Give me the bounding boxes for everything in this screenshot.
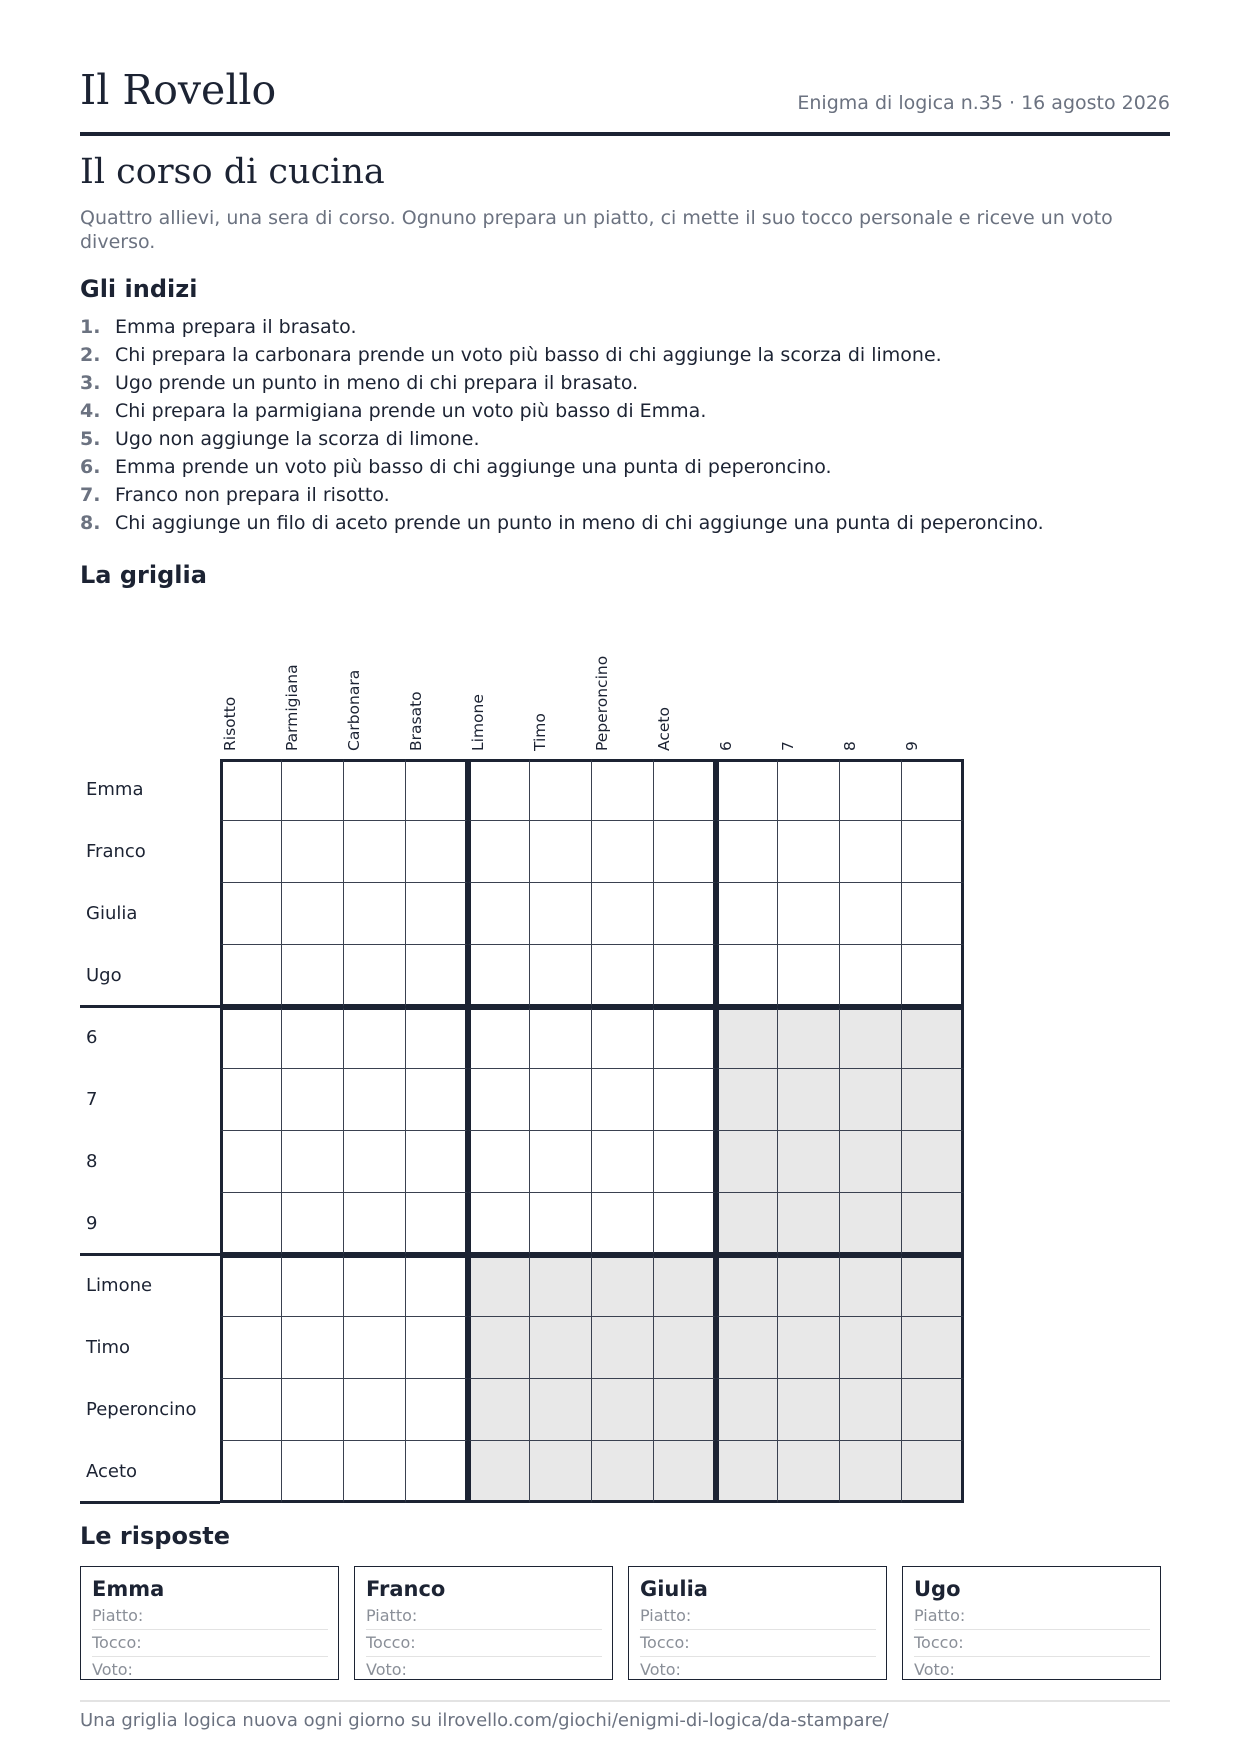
- grid-cell[interactable]: [902, 883, 964, 945]
- grid-cell[interactable]: [282, 821, 344, 883]
- grid-cell[interactable]: [468, 1131, 530, 1193]
- puzzle-intro: Quattro allievi, una sera di corso. Ognuno prepara un piatto, ci mette il suo tocco personale e riceve un voto diverso.: [80, 207, 1113, 253]
- grid-cell[interactable]: [592, 1007, 654, 1069]
- clue-item: [80, 509, 1170, 537]
- grid-column-label: Timo: [531, 713, 549, 751]
- grid-cell-blocked: [840, 1193, 902, 1255]
- score-field[interactable]: Voto:: [640, 1660, 681, 1679]
- grid-cell-blocked: [902, 1441, 964, 1503]
- grid-cell[interactable]: [282, 1317, 344, 1379]
- grid-cell[interactable]: [344, 1441, 406, 1503]
- grid-cell-blocked: [716, 1379, 778, 1441]
- grid-cell[interactable]: [282, 1441, 344, 1503]
- answers-heading: Le risposte: [80, 1522, 230, 1550]
- grid-cell-blocked: [778, 1379, 840, 1441]
- grid-cell[interactable]: [778, 759, 840, 821]
- grid-column-label: 7: [779, 741, 797, 751]
- clue-number: 1.: [80, 316, 101, 338]
- grid-cell[interactable]: [344, 1379, 406, 1441]
- grid-cell[interactable]: [344, 1193, 406, 1255]
- grid-cell-blocked: [840, 1441, 902, 1503]
- grid-cell[interactable]: [654, 1193, 716, 1255]
- grid-cell[interactable]: [282, 1379, 344, 1441]
- grid-cell[interactable]: [406, 1255, 468, 1317]
- grid-cell-blocked: [778, 1441, 840, 1503]
- grid-cell[interactable]: [282, 1193, 344, 1255]
- grid-row-header: Emma: [86, 779, 144, 800]
- clue-number: 3.: [80, 372, 101, 394]
- clue-item: [80, 369, 1170, 397]
- grid-cell[interactable]: [220, 883, 282, 945]
- grid-cell-blocked: [716, 1007, 778, 1069]
- clue-text: Chi prepara la parmigiana prende un voto più basso di Emma.: [115, 400, 707, 422]
- grid-column-header: [530, 619, 592, 759]
- issue-info: Enigma di logica n.35 · 16 agosto 2026: [797, 92, 1170, 114]
- grid-cell[interactable]: [220, 1379, 282, 1441]
- grid-cell-blocked: [902, 1317, 964, 1379]
- grid-cell[interactable]: [406, 1007, 468, 1069]
- clue-text: Chi aggiunge un filo di aceto prende un punto in meno di chi aggiunge una punta di peperoncino.: [115, 512, 1044, 534]
- grid-row-header: Peperoncino: [86, 1399, 197, 1420]
- grid-column-header: [220, 619, 282, 759]
- grid-cell[interactable]: [406, 883, 468, 945]
- grid-cell[interactable]: [840, 945, 902, 1007]
- grid-cell[interactable]: [530, 883, 592, 945]
- grid-cell[interactable]: [220, 1317, 282, 1379]
- grid-column-label: Peperoncino: [593, 655, 611, 751]
- clue-number: 4.: [80, 400, 101, 422]
- dish-field[interactable]: Piatto:: [366, 1603, 602, 1630]
- score-field[interactable]: Voto:: [366, 1660, 407, 1679]
- grid-cell[interactable]: [654, 1007, 716, 1069]
- grid-cell[interactable]: [220, 1193, 282, 1255]
- grid-cell[interactable]: [406, 1131, 468, 1193]
- grid-cell[interactable]: [468, 759, 530, 821]
- grid-cell-blocked: [468, 1255, 530, 1317]
- clues-heading: Gli indizi: [80, 275, 198, 303]
- grid-cell-blocked: [530, 1317, 592, 1379]
- grid-cell[interactable]: [282, 759, 344, 821]
- grid-cell[interactable]: [406, 1069, 468, 1131]
- grid-column-header: [468, 619, 530, 759]
- grid-cell-blocked: [902, 1131, 964, 1193]
- grid-cell[interactable]: [406, 1379, 468, 1441]
- grid-cell[interactable]: [344, 1131, 406, 1193]
- grid-cell[interactable]: [282, 883, 344, 945]
- grid-cell[interactable]: [344, 945, 406, 1007]
- grid-column-label: Parmigiana: [283, 664, 301, 751]
- grid-cell-blocked: [716, 1317, 778, 1379]
- grid-cell[interactable]: [406, 945, 468, 1007]
- clue-item: [80, 453, 1170, 481]
- grid-cell[interactable]: [654, 945, 716, 1007]
- grid-cell[interactable]: [220, 1255, 282, 1317]
- grid-cell[interactable]: [344, 1255, 406, 1317]
- grid-row-header: Limone: [86, 1275, 153, 1296]
- grid-row-header: Franco: [86, 841, 146, 862]
- grid-cell-blocked: [902, 1069, 964, 1131]
- grid-cell[interactable]: [406, 759, 468, 821]
- grid-cell[interactable]: [220, 759, 282, 821]
- answer-card: [628, 1566, 887, 1680]
- grid-cell-blocked: [592, 1441, 654, 1503]
- clue-number: 6.: [80, 456, 101, 478]
- grid-cell[interactable]: [778, 883, 840, 945]
- grid-cell[interactable]: [344, 1317, 406, 1379]
- grid-cell[interactable]: [654, 1069, 716, 1131]
- grid-cell-blocked: [778, 1069, 840, 1131]
- grid-cell[interactable]: [592, 821, 654, 883]
- grid-cell-blocked: [468, 1379, 530, 1441]
- clue-item: [80, 313, 1170, 341]
- grid-cell[interactable]: [716, 821, 778, 883]
- grid-cell[interactable]: [344, 821, 406, 883]
- grid-column-label: 9: [903, 741, 921, 751]
- grid-cell-blocked: [778, 1193, 840, 1255]
- grid-row-header: 9: [86, 1213, 98, 1234]
- card-person-name: Giulia: [640, 1577, 708, 1601]
- grid-cell[interactable]: [344, 883, 406, 945]
- grid-column-label: Aceto: [655, 707, 673, 751]
- grid-cell-blocked: [840, 1007, 902, 1069]
- grid-cell-blocked: [840, 1317, 902, 1379]
- grid-cell[interactable]: [530, 1131, 592, 1193]
- grid-cell[interactable]: [468, 1069, 530, 1131]
- grid-cell[interactable]: [406, 821, 468, 883]
- grid-cell-blocked: [902, 1255, 964, 1317]
- grid-cell-blocked: [778, 1317, 840, 1379]
- clue-text: Chi prepara la carbonara prende un voto più basso di chi aggiunge la scorza di limone.: [115, 344, 942, 366]
- grid-cell[interactable]: [468, 1193, 530, 1255]
- grid-cell[interactable]: [282, 1069, 344, 1131]
- grid-group-rule: [80, 1253, 220, 1256]
- grid-cell[interactable]: [282, 1255, 344, 1317]
- grid-cell[interactable]: [778, 821, 840, 883]
- grid-cell-blocked: [592, 1317, 654, 1379]
- grid-column-header: [406, 619, 468, 759]
- grid-cell[interactable]: [468, 945, 530, 1007]
- grid-column-label: Risotto: [221, 696, 239, 751]
- grid-column-label: Carbonara: [345, 669, 363, 751]
- score-field[interactable]: Voto:: [92, 1660, 133, 1679]
- grid-cell[interactable]: [716, 883, 778, 945]
- grid-cell[interactable]: [654, 821, 716, 883]
- grid-cell-blocked: [716, 1131, 778, 1193]
- grid-cell-blocked: [654, 1441, 716, 1503]
- grid-cell[interactable]: [592, 883, 654, 945]
- grid-cell-blocked: [902, 1193, 964, 1255]
- grid-row-header: 6: [86, 1027, 98, 1048]
- grid-cell[interactable]: [592, 759, 654, 821]
- grid-group-rule: [80, 1005, 220, 1008]
- grid-heading: La griglia: [80, 561, 207, 589]
- card-person-name: Ugo: [914, 1577, 961, 1601]
- grid-cell[interactable]: [220, 1131, 282, 1193]
- brand-logo[interactable]: Il Rovello: [80, 66, 277, 114]
- grid-cell[interactable]: [406, 1317, 468, 1379]
- grid-cell-blocked: [716, 1255, 778, 1317]
- grid-cell[interactable]: [716, 759, 778, 821]
- grid-cell[interactable]: [592, 1131, 654, 1193]
- clue-number: 5.: [80, 428, 101, 450]
- grid-cell[interactable]: [654, 1131, 716, 1193]
- clue-text: Emma prende un voto più basso di chi aggiunge una punta di peperoncino.: [115, 456, 832, 478]
- puzzle-title: Il corso di cucina: [80, 152, 385, 192]
- grid-cell[interactable]: [406, 1193, 468, 1255]
- grid-column-header: [282, 619, 344, 759]
- grid-cell-blocked: [778, 1255, 840, 1317]
- grid-cell[interactable]: [220, 821, 282, 883]
- clue-item: [80, 425, 1170, 453]
- grid-cell-blocked: [654, 1317, 716, 1379]
- grid-cell[interactable]: [530, 1069, 592, 1131]
- grid-cell-blocked: [716, 1193, 778, 1255]
- dish-field[interactable]: Piatto:: [914, 1603, 1150, 1630]
- grid-cell-blocked: [778, 1131, 840, 1193]
- dish-field[interactable]: Piatto:: [92, 1603, 328, 1630]
- grid-cell-blocked: [778, 1007, 840, 1069]
- clue-text: Emma prepara il brasato.: [115, 316, 357, 338]
- grid-cell-blocked: [530, 1255, 592, 1317]
- grid-cell-blocked: [902, 1007, 964, 1069]
- answer-card: [80, 1566, 339, 1680]
- grid-cell[interactable]: [592, 1069, 654, 1131]
- grid-cell-blocked: [840, 1069, 902, 1131]
- grid-cell[interactable]: [220, 1069, 282, 1131]
- touch-field[interactable]: Tocco:: [640, 1630, 876, 1657]
- clue-number: 8.: [80, 512, 101, 534]
- grid-column-label: Brasato: [407, 691, 425, 751]
- grid-row-header: Timo: [86, 1337, 130, 1358]
- grid-cell-blocked: [716, 1441, 778, 1503]
- grid-cell[interactable]: [902, 759, 964, 821]
- clue-list: [80, 313, 1170, 537]
- clue-text: Franco non prepara il risotto.: [115, 484, 390, 506]
- grid-column-label: 8: [841, 741, 859, 751]
- grid-column-header: [654, 619, 716, 759]
- footer-note: Una griglia logica nuova ogni giorno su ilrovello.com/giochi/enigmi-di-logica/da-stampare/: [80, 1700, 1170, 1731]
- grid-cell-blocked: [530, 1379, 592, 1441]
- touch-field[interactable]: Tocco:: [366, 1630, 602, 1657]
- grid-cell-blocked: [592, 1379, 654, 1441]
- grid-cell[interactable]: [468, 1007, 530, 1069]
- clue-text: Ugo non aggiunge la scorza di limone.: [115, 428, 480, 450]
- answer-card: [354, 1566, 613, 1680]
- grid-cell[interactable]: [220, 945, 282, 1007]
- grid-cell-blocked: [468, 1317, 530, 1379]
- clue-item: [80, 397, 1170, 425]
- grid-column-header: [716, 619, 778, 759]
- grid-row-header: Giulia: [86, 903, 138, 924]
- grid-cell[interactable]: [282, 945, 344, 1007]
- answer-card: [902, 1566, 1161, 1680]
- grid-cell[interactable]: [282, 1131, 344, 1193]
- card-person-name: Emma: [92, 1577, 165, 1601]
- grid-cell[interactable]: [282, 1007, 344, 1069]
- grid-cell-blocked: [840, 1255, 902, 1317]
- touch-field[interactable]: Tocco:: [92, 1630, 328, 1657]
- grid-group-rule: [80, 1501, 220, 1504]
- grid-cell-blocked: [468, 1441, 530, 1503]
- grid-cell[interactable]: [530, 759, 592, 821]
- dish-field[interactable]: Piatto:: [640, 1603, 876, 1630]
- grid-cell[interactable]: [468, 883, 530, 945]
- grid-column-header: [592, 619, 654, 759]
- grid-cell-blocked: [840, 1131, 902, 1193]
- grid-row-header: 7: [86, 1089, 98, 1110]
- grid-cell[interactable]: [530, 945, 592, 1007]
- grid-row-header: Ugo: [86, 965, 122, 986]
- grid-cell[interactable]: [716, 945, 778, 1007]
- grid-cell[interactable]: [902, 821, 964, 883]
- grid-cell[interactable]: [220, 1007, 282, 1069]
- grid-row-header: Aceto: [86, 1461, 138, 1482]
- grid-cell[interactable]: [840, 883, 902, 945]
- grid-cell[interactable]: [220, 1441, 282, 1503]
- grid-cell[interactable]: [344, 1007, 406, 1069]
- grid-cell[interactable]: [840, 759, 902, 821]
- grid-cell[interactable]: [406, 1441, 468, 1503]
- clue-item: [80, 481, 1170, 509]
- grid-cell-blocked: [592, 1255, 654, 1317]
- grid-cell[interactable]: [654, 759, 716, 821]
- grid-cell[interactable]: [840, 821, 902, 883]
- grid-cell[interactable]: [902, 945, 964, 1007]
- grid-cell[interactable]: [468, 821, 530, 883]
- grid-cell[interactable]: [530, 1007, 592, 1069]
- grid-column-header: [778, 619, 840, 759]
- grid-column-header: [840, 619, 902, 759]
- grid-cell-blocked: [840, 1379, 902, 1441]
- grid-cell[interactable]: [778, 945, 840, 1007]
- answer-cards: [80, 1566, 1170, 1682]
- grid-cell-blocked: [530, 1441, 592, 1503]
- clue-text: Ugo prende un punto in meno di chi prepara il brasato.: [115, 372, 639, 394]
- clue-number: 7.: [80, 484, 101, 506]
- clue-item: [80, 341, 1170, 369]
- grid-column-label: 6: [717, 741, 735, 751]
- clue-number: 2.: [80, 344, 101, 366]
- touch-field[interactable]: Tocco:: [914, 1630, 1150, 1657]
- grid-cell-blocked: [716, 1069, 778, 1131]
- grid-column-header: [344, 619, 406, 759]
- grid-cell-blocked: [902, 1379, 964, 1441]
- grid-cell[interactable]: [344, 759, 406, 821]
- grid-column-label: Limone: [469, 694, 487, 751]
- grid-column-header: [902, 619, 964, 759]
- grid-cell[interactable]: [654, 883, 716, 945]
- grid-cell-blocked: [654, 1255, 716, 1317]
- score-field[interactable]: Voto:: [914, 1660, 955, 1679]
- masthead: [80, 66, 1170, 136]
- grid-row-header: 8: [86, 1151, 98, 1172]
- grid-cell[interactable]: [530, 821, 592, 883]
- card-person-name: Franco: [366, 1577, 446, 1601]
- grid-cell[interactable]: [530, 1193, 592, 1255]
- grid-cell-blocked: [654, 1379, 716, 1441]
- grid-cell[interactable]: [344, 1069, 406, 1131]
- grid-cell[interactable]: [592, 945, 654, 1007]
- grid-cell[interactable]: [592, 1193, 654, 1255]
